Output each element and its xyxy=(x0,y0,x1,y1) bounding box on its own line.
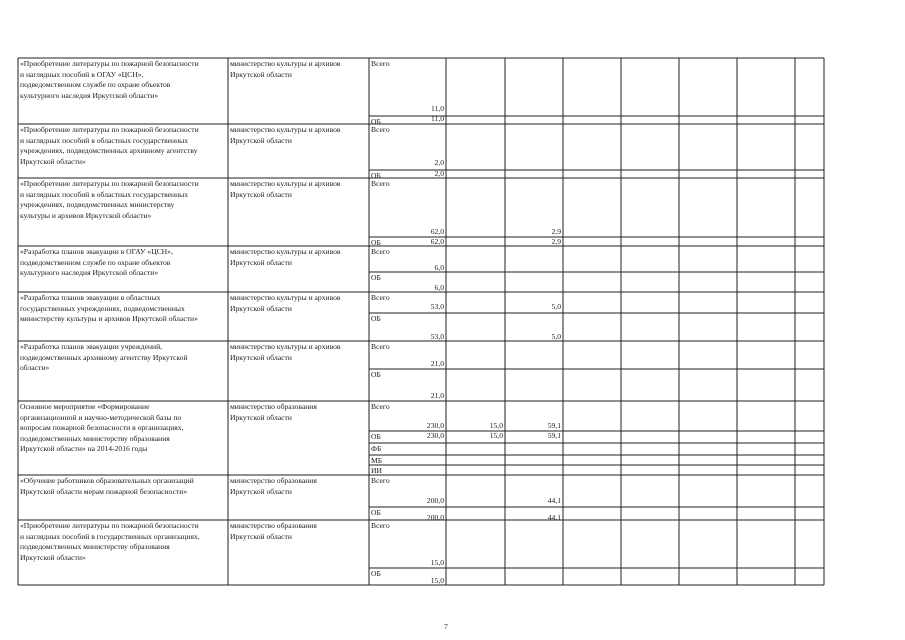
total-amount: 5,0 xyxy=(551,302,561,311)
executor-line: министерство культуры и архивов xyxy=(230,59,341,68)
executor-line: министерство образования xyxy=(230,521,317,530)
executor-line: Иркутской области xyxy=(230,412,292,422)
event-name-line: подведомственном службе по охране объектов xyxy=(20,257,171,267)
event-name-line: «Разработка планов эвакуации в ОГАУ «ЦСН», xyxy=(20,247,173,256)
executor-line: Иркутской области xyxy=(230,531,292,541)
executor-line: Иркутской области xyxy=(230,352,292,362)
executor-line: Иркутской области xyxy=(230,69,292,79)
event-name-line: подведомственных министерству образования xyxy=(20,542,170,551)
source-amount: 5,0 xyxy=(551,332,561,341)
funding-source-label: ИИ xyxy=(371,465,382,475)
event-name-line: учреждениях, подведомственных архивному агентству xyxy=(20,146,198,155)
funding-source-label: ОБ xyxy=(371,116,381,126)
source-amount: 15,0 xyxy=(430,576,444,585)
total-amount: 6,0 xyxy=(434,263,444,272)
funding-total-label: Всего xyxy=(371,125,390,134)
event-name-line: культуры и архивов Иркутской области» xyxy=(20,210,152,220)
event-name-line: Иркутской области» на 2014-2016 годы xyxy=(20,444,148,453)
source-amount: 59,1 xyxy=(547,431,561,440)
total-amount: 44,1 xyxy=(547,496,561,505)
total-amount: 53,0 xyxy=(430,302,444,311)
funding-source-label: ОБ xyxy=(371,431,381,441)
funding-source-label: ОБ xyxy=(371,237,381,247)
event-name-line: подведомственных министерству образования xyxy=(20,433,170,443)
total-amount: 15,0 xyxy=(430,558,444,567)
source-amount: 11,0 xyxy=(430,114,444,123)
executor-line: министерство культуры и архивов xyxy=(230,342,341,351)
executor-line: Иркутской области xyxy=(230,486,292,496)
event-name-line: подведомственном службе по охране объектов xyxy=(20,80,171,89)
funding-total-label: Всего xyxy=(371,521,390,530)
source-amount: 53,0 xyxy=(430,332,444,341)
event-name-line: культурного наследия Иркутской области» xyxy=(20,90,159,100)
source-amount: 15,0 xyxy=(489,431,503,440)
event-name-line: подведомственных архивному агентству Иркутской xyxy=(20,352,188,362)
funding-source-label: ОБ xyxy=(371,507,381,517)
funding-source-label: МБ xyxy=(371,455,383,465)
event-name-line: вопросам пожарной безопасности в организациях, xyxy=(20,423,184,432)
event-name-line: «Приобретение литературы по пожарной безопасности xyxy=(20,179,199,188)
total-amount: 11,0 xyxy=(430,104,444,113)
funding-source-label: ОБ xyxy=(371,272,381,282)
event-name-line: культурного наследия Иркутской области» xyxy=(20,268,159,277)
executor-line: Иркутской области xyxy=(230,303,292,313)
funding-source-label: ФБ xyxy=(371,443,382,453)
total-amount: 62,0 xyxy=(430,227,444,236)
funding-source-label: ОБ xyxy=(371,568,381,578)
source-amount: 62,0 xyxy=(430,237,444,246)
funding-source-label: ОБ xyxy=(371,369,381,379)
event-name-line: и наглядных пособий в областных государственных xyxy=(20,135,189,145)
event-name-line: «Приобретение литературы по пожарной безопасности xyxy=(20,521,199,530)
event-name-line: и наглядных пособий в областных государственных xyxy=(20,189,189,199)
executor-line: министерство культуры и архивов xyxy=(230,125,341,134)
event-name-line: и наглядных пособий в ОГАУ «ЦСН», xyxy=(20,69,144,79)
event-name-line: области» xyxy=(20,363,50,372)
event-name-line: «Приобретение литературы по пожарной безопасности xyxy=(20,59,199,68)
funding-source-label: ОБ xyxy=(371,170,381,180)
source-amount: 6,0 xyxy=(434,283,444,292)
event-name-line: Иркутской области» xyxy=(20,552,86,562)
funding-total-label: Всего xyxy=(371,179,390,188)
event-name-line: «Приобретение литературы по пожарной безопасности xyxy=(20,125,199,134)
executor-line: министерство культуры и архивов xyxy=(230,247,341,256)
source-amount: 21,0 xyxy=(430,391,444,400)
page-number: 7 xyxy=(444,622,448,631)
funding-total-label: Всего xyxy=(371,476,390,485)
event-name-line: организационной и научно-методической базы по xyxy=(20,412,182,422)
total-amount: 59,1 xyxy=(547,421,561,430)
event-name-line: и наглядных пособий в государственных организациях, xyxy=(20,531,200,541)
event-name-line: «Разработка планов эвакуации учреждений, xyxy=(20,342,163,351)
executor-line: министерство культуры и архивов xyxy=(230,179,341,188)
event-name-line: Основное мероприятие «Формирование xyxy=(20,402,150,411)
total-amount: 2,0 xyxy=(434,158,444,167)
event-name-line: государственных учреждениях, подведомственных xyxy=(20,303,185,313)
event-name-line: «Обучение работников образовательных организаций xyxy=(20,476,194,485)
event-name-line: Иркутской области мерам пожарной безопасности» xyxy=(20,486,188,496)
total-amount: 21,0 xyxy=(430,359,444,368)
funding-total-label: Всего xyxy=(371,247,390,256)
executor-line: министерство образования xyxy=(230,402,317,411)
source-amount: 44,1 xyxy=(547,513,561,522)
funding-total-label: Всего xyxy=(371,402,390,411)
total-amount: 15,0 xyxy=(489,421,503,430)
executor-line: Иркутской области xyxy=(230,189,292,199)
executor-line: Иркутской области xyxy=(230,135,292,145)
source-amount: 230,0 xyxy=(426,431,444,440)
source-amount: 200,0 xyxy=(426,513,444,522)
event-name-line: министерству культуры и архивов Иркутской области» xyxy=(20,314,198,323)
executor-line: министерство культуры и архивов xyxy=(230,293,341,302)
total-amount: 200,0 xyxy=(426,496,444,505)
source-amount: 2,0 xyxy=(434,169,444,178)
event-name-line: «Разработка планов эвакуации в областных xyxy=(20,293,161,302)
funding-total-label: Всего xyxy=(371,342,390,351)
funding-total-label: Всего xyxy=(371,293,390,302)
executor-line: министерство образования xyxy=(230,476,317,485)
event-name-line: Иркутской области» xyxy=(20,156,86,166)
total-amount: 2,9 xyxy=(551,227,561,236)
source-amount: 2,9 xyxy=(551,237,561,246)
event-name-line: учреждениях, подведомственных министерству xyxy=(20,200,175,209)
total-amount: 230,0 xyxy=(426,421,444,430)
executor-line: Иркутской области xyxy=(230,257,292,267)
funding-total-label: Всего xyxy=(371,59,390,68)
funding-source-label: ОБ xyxy=(371,313,381,323)
